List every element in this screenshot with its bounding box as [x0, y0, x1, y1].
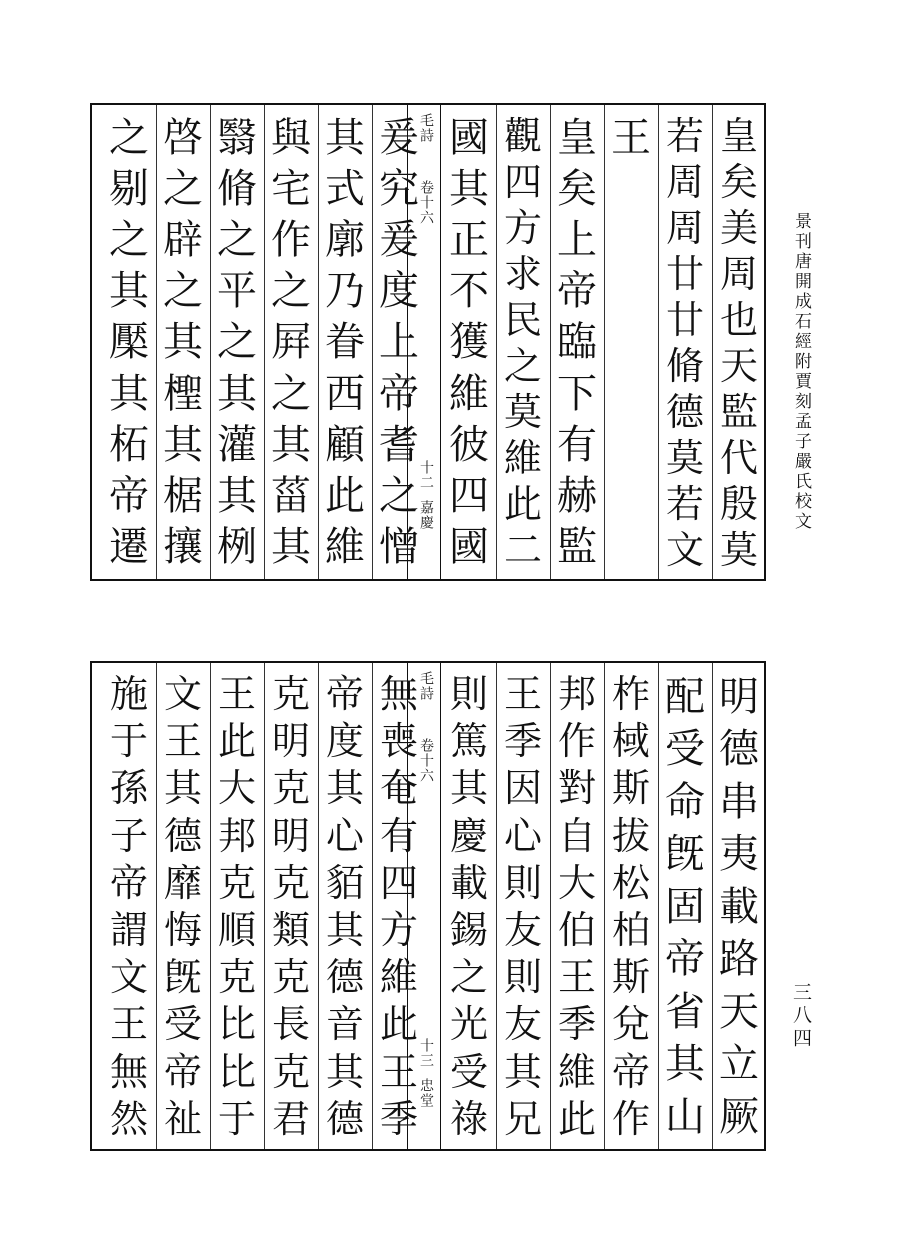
- glyph: 此: [379, 1002, 418, 1047]
- glyph: 帝: [163, 1049, 202, 1094]
- glyph: 帝: [557, 268, 597, 315]
- glyph: 則: [503, 860, 542, 905]
- glyph: 赫: [557, 472, 597, 519]
- glyph: 王: [503, 672, 542, 716]
- glyph: 旣: [163, 955, 202, 1000]
- text-column: [156, 663, 210, 1149]
- glyph: 其: [217, 472, 257, 519]
- glyph: 旣: [665, 831, 705, 878]
- glyph: 其: [449, 166, 489, 213]
- glyph: 文: [109, 955, 148, 1000]
- glyph: 載: [449, 860, 488, 905]
- glyph: 之: [217, 217, 257, 264]
- glyph: 王: [379, 1049, 418, 1094]
- glyph: 不: [449, 268, 489, 315]
- glyph: 正: [449, 217, 489, 264]
- glyph: 斯: [611, 955, 650, 1000]
- glyph: 祉: [163, 1096, 202, 1141]
- glyph: 因: [503, 766, 542, 811]
- glyph: 檿: [109, 319, 149, 366]
- glyph: 之: [163, 166, 203, 213]
- glyph: 其: [163, 319, 203, 366]
- glyph: 于: [109, 719, 148, 764]
- glyph: 上: [379, 319, 419, 366]
- glyph: 之: [271, 370, 311, 417]
- glyph: 西: [325, 370, 365, 417]
- glyph: 克: [271, 1049, 310, 1094]
- fold-mark-volume: 卷十六: [418, 738, 434, 783]
- text-block-bottom: [90, 661, 766, 1151]
- glyph: 周: [665, 160, 704, 204]
- glyph: 也: [719, 298, 758, 342]
- glyph: 奄: [379, 766, 418, 811]
- glyph: 其: [271, 523, 311, 570]
- glyph: 心: [325, 813, 364, 858]
- glyph: 音: [325, 1002, 364, 1047]
- glyph: 廓: [325, 217, 365, 264]
- glyph: 帝: [611, 1049, 650, 1094]
- glyph: 彼: [449, 421, 489, 468]
- glyph: 此: [217, 719, 256, 764]
- glyph: 類: [271, 907, 310, 952]
- glyph: 監: [719, 390, 758, 434]
- glyph: 之: [163, 268, 203, 315]
- glyph: 若: [665, 114, 704, 158]
- glyph: 王: [611, 115, 651, 161]
- glyph: 廿: [665, 252, 704, 296]
- glyph: 度: [325, 719, 364, 764]
- glyph: 度: [379, 268, 419, 315]
- glyph: 椐: [163, 472, 203, 519]
- glyph: 光: [449, 1002, 488, 1047]
- glyph: 作: [271, 217, 311, 264]
- glyph: 之: [217, 319, 257, 366]
- glyph: 天: [719, 344, 758, 388]
- text-column: [264, 105, 318, 579]
- glyph: 遷: [109, 523, 149, 570]
- glyph: 邦: [557, 672, 596, 716]
- glyph: 此: [325, 472, 365, 519]
- glyph: 明: [271, 813, 310, 858]
- glyph: 國: [449, 523, 489, 570]
- glyph: 方: [503, 206, 542, 250]
- glyph: 維: [503, 436, 542, 480]
- glyph: 松: [611, 860, 650, 905]
- text-column: [496, 105, 550, 579]
- text-column: [372, 105, 426, 579]
- glyph: 德: [163, 813, 202, 858]
- glyph: 之: [449, 955, 488, 1000]
- glyph: 比: [217, 1002, 256, 1047]
- glyph: 德: [665, 390, 704, 434]
- glyph: 孫: [109, 766, 148, 811]
- text-column: [442, 105, 496, 579]
- glyph: 維: [325, 523, 365, 570]
- glyph: 其: [325, 1049, 364, 1094]
- fold-mark-volume: 卷十六: [418, 180, 434, 225]
- glyph: 自: [557, 813, 596, 858]
- fold-mark-leaf: 十二: [418, 460, 434, 490]
- glyph: 其: [109, 370, 149, 417]
- glyph: 祿: [449, 1096, 488, 1141]
- glyph: 明: [271, 719, 310, 764]
- glyph: 下: [557, 370, 597, 417]
- glyph: 固: [665, 883, 705, 930]
- text-column: [210, 105, 264, 579]
- glyph: 串: [719, 778, 759, 825]
- glyph: 王: [109, 1002, 148, 1047]
- text-column: [604, 105, 658, 579]
- glyph: 邦: [217, 813, 256, 858]
- glyph: 之: [109, 217, 149, 264]
- glyph: 對: [557, 766, 596, 811]
- glyph: 季: [379, 1096, 418, 1141]
- glyph: 帝: [109, 860, 148, 905]
- glyph: 省: [665, 988, 705, 1035]
- glyph: 其: [325, 766, 364, 811]
- glyph: 四: [449, 472, 489, 519]
- glyph: 方: [379, 907, 418, 952]
- glyph: 平: [217, 268, 257, 315]
- glyph: 王: [557, 955, 596, 1000]
- glyph: 其: [325, 907, 364, 952]
- glyph: 莫: [503, 390, 542, 434]
- glyph: 獲: [449, 319, 489, 366]
- glyph: 維: [379, 955, 418, 1000]
- text-column: [372, 663, 426, 1149]
- glyph: 式: [325, 166, 365, 213]
- glyph: 莫: [665, 436, 704, 480]
- text-column: [210, 663, 264, 1149]
- glyph: 友: [503, 907, 542, 952]
- text-column: [550, 663, 604, 1149]
- glyph: 帝: [379, 370, 419, 417]
- glyph: 季: [503, 719, 542, 764]
- glyph: 求: [503, 252, 542, 296]
- glyph: 菑: [271, 472, 311, 519]
- glyph: 皇: [719, 114, 758, 158]
- glyph: 四: [379, 860, 418, 905]
- glyph: 比: [217, 1049, 256, 1094]
- glyph: 大: [557, 860, 596, 905]
- glyph: 耆: [379, 421, 419, 468]
- text-column: [318, 663, 372, 1149]
- glyph: 周: [665, 206, 704, 250]
- glyph: 明: [719, 674, 759, 720]
- glyph: 施: [109, 672, 148, 716]
- glyph: 順: [217, 907, 256, 952]
- glyph: 厥: [719, 1093, 759, 1140]
- glyph: 兌: [611, 1002, 650, 1047]
- text-column: [442, 663, 496, 1149]
- glyph: 其: [271, 421, 311, 468]
- glyph: 路: [719, 936, 759, 983]
- glyph: 矣: [557, 166, 597, 213]
- glyph: 乃: [325, 268, 365, 315]
- glyph: 受: [449, 1049, 488, 1094]
- glyph: 夷: [719, 831, 759, 878]
- glyph: 宅: [271, 166, 311, 213]
- fold-mark-title: 毛詩: [418, 671, 434, 701]
- text-column: [658, 663, 712, 1149]
- fold-mark-hall: 忠堂: [418, 1078, 434, 1108]
- glyph: 爰: [379, 217, 419, 264]
- glyph: 克: [217, 955, 256, 1000]
- glyph: 其: [503, 1049, 542, 1094]
- glyph: 之: [109, 115, 149, 161]
- glyph: 有: [379, 813, 418, 858]
- glyph: 有: [557, 421, 597, 468]
- glyph: 栵: [217, 523, 257, 570]
- glyph: 配: [665, 674, 705, 720]
- glyph: 監: [557, 523, 597, 570]
- glyph: 之: [379, 472, 419, 519]
- glyph: 則: [449, 672, 488, 716]
- glyph: 屛: [271, 319, 311, 366]
- glyph: 然: [109, 1096, 148, 1141]
- glyph: 二: [503, 528, 542, 572]
- text-column: [712, 105, 766, 579]
- glyph: 天: [719, 988, 759, 1035]
- glyph: 季: [557, 1002, 596, 1047]
- glyph: 德: [325, 955, 364, 1000]
- text-column: [712, 663, 766, 1149]
- glyph: 臨: [557, 319, 597, 366]
- glyph: 山: [665, 1093, 705, 1140]
- glyph: 伯: [557, 907, 596, 952]
- fold-mark-hall: 嘉慶: [418, 500, 434, 530]
- glyph: 受: [665, 726, 705, 773]
- text-column: [550, 105, 604, 579]
- glyph: 大: [217, 766, 256, 811]
- glyph: 其: [325, 115, 365, 161]
- glyph: 其: [163, 766, 202, 811]
- glyph: 篤: [449, 719, 488, 764]
- text-column: [496, 663, 550, 1149]
- text-column: [264, 663, 318, 1149]
- glyph: 其: [109, 268, 149, 315]
- glyph: 受: [163, 1002, 202, 1047]
- text-column: [658, 105, 712, 579]
- glyph: 立: [719, 1041, 759, 1088]
- glyph: 帝: [325, 672, 364, 716]
- glyph: 與: [271, 115, 311, 161]
- glyph: 命: [665, 778, 705, 825]
- glyph: 之: [503, 344, 542, 388]
- glyph: 作: [611, 1096, 650, 1141]
- glyph: 翳: [217, 115, 257, 161]
- glyph: 兄: [503, 1096, 542, 1141]
- glyph: 謂: [109, 907, 148, 952]
- glyph: 憎: [379, 523, 419, 570]
- glyph: 其: [217, 370, 257, 417]
- glyph: 斯: [611, 766, 650, 811]
- glyph: 柘: [109, 421, 149, 468]
- glyph: 喪: [379, 719, 418, 764]
- glyph: 靡: [163, 860, 202, 905]
- glyph: 爰: [379, 115, 419, 161]
- glyph: 友: [503, 1002, 542, 1047]
- side-title: 景刊唐開成石經附賈刻孟子嚴氏校文: [791, 212, 811, 532]
- glyph: 德: [719, 726, 759, 773]
- glyph: 代: [719, 436, 758, 480]
- glyph: 克: [271, 955, 310, 1000]
- glyph: 此: [503, 482, 542, 526]
- glyph: 克: [271, 766, 310, 811]
- glyph: 君: [271, 1096, 310, 1141]
- glyph: 皇: [557, 115, 597, 161]
- glyph: 棫: [611, 719, 650, 764]
- text-column: [318, 105, 372, 579]
- glyph: 王: [163, 719, 202, 764]
- glyph: 無: [109, 1049, 148, 1094]
- glyph: 悔: [163, 907, 202, 952]
- glyph: 子: [109, 813, 148, 858]
- glyph: 灌: [217, 421, 257, 468]
- glyph: 民: [503, 298, 542, 342]
- glyph: 則: [503, 955, 542, 1000]
- glyph: 克: [271, 672, 310, 716]
- text-column: [604, 663, 658, 1149]
- glyph: 究: [379, 166, 419, 213]
- glyph: 文: [665, 528, 704, 572]
- glyph: 莫: [719, 528, 758, 572]
- glyph: 拔: [611, 813, 650, 858]
- glyph: 若: [665, 482, 704, 526]
- text-column: [102, 663, 156, 1149]
- glyph: 上: [557, 217, 597, 264]
- glyph: 柞: [611, 672, 650, 716]
- glyph: 文: [163, 672, 202, 716]
- glyph: 周: [719, 252, 758, 296]
- glyph: 錫: [449, 907, 488, 952]
- glyph: 脩: [217, 166, 257, 213]
- glyph: 帝: [665, 936, 705, 983]
- glyph: 辟: [163, 217, 203, 264]
- glyph: 攘: [163, 523, 203, 570]
- glyph: 帝: [109, 472, 149, 519]
- glyph: 此: [557, 1096, 596, 1141]
- glyph: 克: [217, 860, 256, 905]
- glyph: 長: [271, 1002, 310, 1047]
- glyph: 脩: [665, 344, 704, 388]
- page-number: 三八四: [790, 982, 812, 1051]
- glyph: 四: [503, 160, 542, 204]
- glyph: 其: [449, 766, 488, 811]
- glyph: 眷: [325, 319, 365, 366]
- glyph: 矣: [719, 160, 758, 204]
- glyph: 廿: [665, 298, 704, 342]
- glyph: 柏: [611, 907, 650, 952]
- glyph: 無: [379, 672, 418, 716]
- fold-mark-title: 毛詩: [418, 113, 434, 143]
- glyph: 克: [271, 860, 310, 905]
- glyph: 德: [325, 1096, 364, 1141]
- glyph: 國: [449, 115, 489, 161]
- glyph: 貊: [325, 860, 364, 905]
- glyph: 觀: [503, 114, 542, 158]
- glyph: 維: [449, 370, 489, 417]
- text-column: [102, 105, 156, 579]
- glyph: 心: [503, 813, 542, 858]
- glyph: 載: [719, 883, 759, 930]
- glyph: 于: [217, 1096, 256, 1141]
- glyph: 作: [557, 719, 596, 764]
- glyph: 美: [719, 206, 758, 250]
- glyph: 慶: [449, 813, 488, 858]
- fold-mark-leaf: 十三: [418, 1038, 434, 1068]
- glyph: 王: [217, 672, 256, 716]
- glyph: 其: [665, 1041, 705, 1088]
- glyph: 顧: [325, 421, 365, 468]
- glyph: 維: [557, 1049, 596, 1094]
- glyph: 殷: [719, 482, 758, 526]
- text-block-top: [90, 103, 766, 581]
- glyph: 之: [271, 268, 311, 315]
- text-column: [156, 105, 210, 579]
- glyph: 剔: [109, 166, 149, 213]
- glyph: 啓: [163, 115, 203, 161]
- glyph: 檉: [163, 370, 203, 417]
- glyph: 其: [163, 421, 203, 468]
